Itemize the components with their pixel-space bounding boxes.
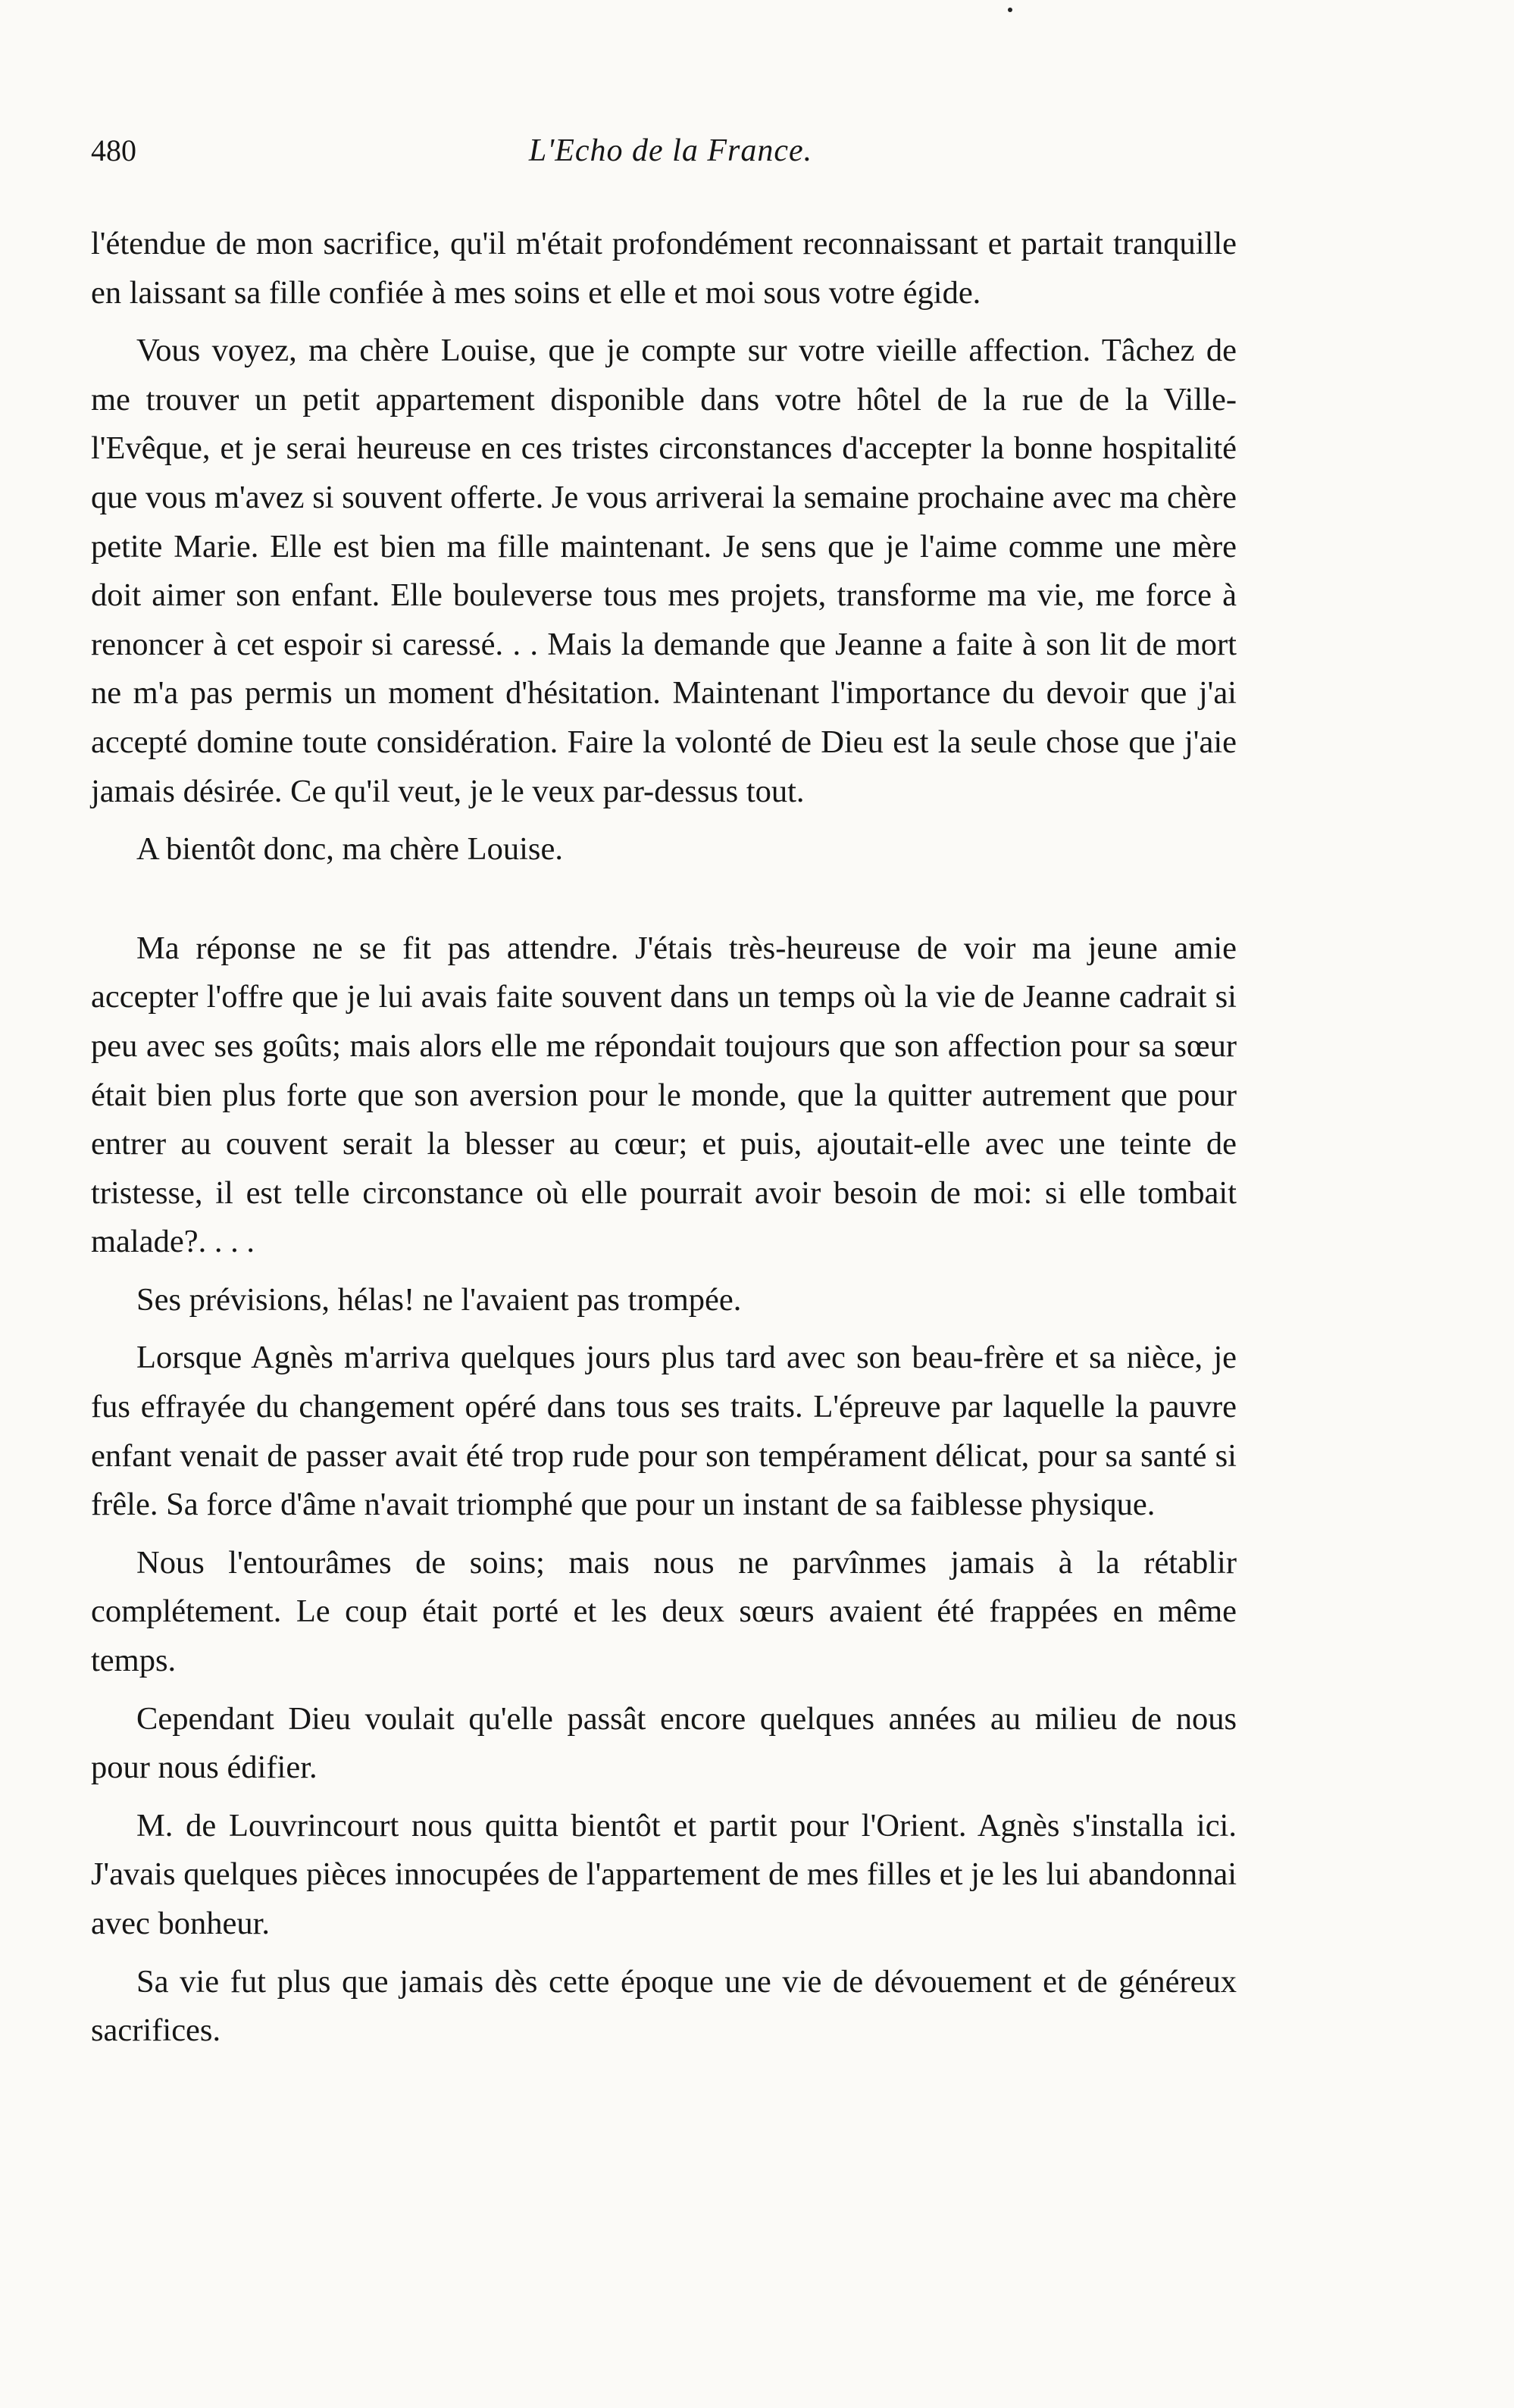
paragraph: Ses prévisions, hélas! ne l'avaient pas trompée. — [136, 1281, 742, 1318]
page-number: 480 — [91, 133, 136, 167]
paragraph: Vous voyez, ma chère Louise, que je compte sur votre vieille affection. Tâchez de me trouver un petit appartement disponible dans votre hôtel de la rue de la Ville-l'Evêque, et je serai heureuse en ces tristes circonstances d'accepter la bonne hospitalité que vous m'avez si souvent offerte. Je vous arriverai la semaine prochaine avec ma chère petite Marie. Elle est bien ma fille maintenant. Je sens que je l'aime comme une mère doit aimer son enfant. Elle bouleverse tous mes projets, transforme ma vie, me force à renoncer à cet espoir si caressé. . . Mais la demande que Jeanne a faite à son lit de mort ne m'a pas permis un moment d'hésitation. Maintenant l'importance du devoir que j'ai accepté domine toute considération. Faire la volonté de Dieu est la seule chose que j'aie jamais désirée. Ce qu'il veut, je le veux par-dessus tout. — [91, 333, 1237, 809]
paragraph: Sa vie fut plus que jamais dès cette époque une vie de dévouement et de généreux sacrifices. — [91, 1963, 1237, 2049]
paragraph: Nous l'entourâmes de soins; mais nous ne parvînmes jamais à la rétablir complétement. Le coup était porté et les deux sœurs avaient été frappées en même temps. — [91, 1544, 1237, 1679]
body-text — [91, 220, 1237, 2056]
paragraph: Cependant Dieu voulait qu'elle passât encore quelques années au milieu de nous pour nous édifier. — [91, 1700, 1237, 1786]
paragraph: Ma réponse ne se fit pas attendre. J'étais très-heureuse de voir ma jeune amie accepter l'offre que je lui avais faite souvent dans un temps où la vie de Jeanne cadrait si peu avec ses goûts; mais alors elle me répondait toujours que son affection pour sa sœur était bien plus forte que son aversion pour le monde, que la quitter autrement que pour entrer au couvent serait la blesser au cœur; et puis, ajoutait-elle avec une teinte de tristesse, il est telle circonstance où elle pourrait avoir besoin de moi: si elle tombait malade?. . . . — [91, 930, 1237, 1260]
running-title: L'Echo de la France. — [528, 133, 813, 168]
printing-speck — [1008, 8, 1012, 12]
page-header — [91, 133, 1250, 178]
paragraph: A bientôt donc, ma chère Louise. — [136, 831, 563, 868]
paragraph: l'étendue de mon sacrifice, qu'il m'était profondément reconnaissant et partait tranquille en laissant sa fille confiée à mes soins et elle et moi sous votre égide. — [91, 226, 1237, 311]
paragraph: M. de Louvrincourt nous quitta bientôt et partit pour l'Orient. Agnès s'installa ici. J'avais quelques pièces innocupées de l'appartement de mes filles et je les lui abandonnai avec bonheur. — [91, 1807, 1237, 1941]
paragraph: Lorsque Agnès m'arriva quelques jours plus tard avec son beau-frère et sa nièce, je fus effrayée du changement opéré dans tous ses traits. L'épreuve par laquelle la pauvre enfant venait de passer avait été trop rude pour son tempérament délicat, pour sa santé si frêle. Sa force d'âme n'avait triomphé que pour un instant de sa faiblesse physique. — [91, 1340, 1237, 1523]
